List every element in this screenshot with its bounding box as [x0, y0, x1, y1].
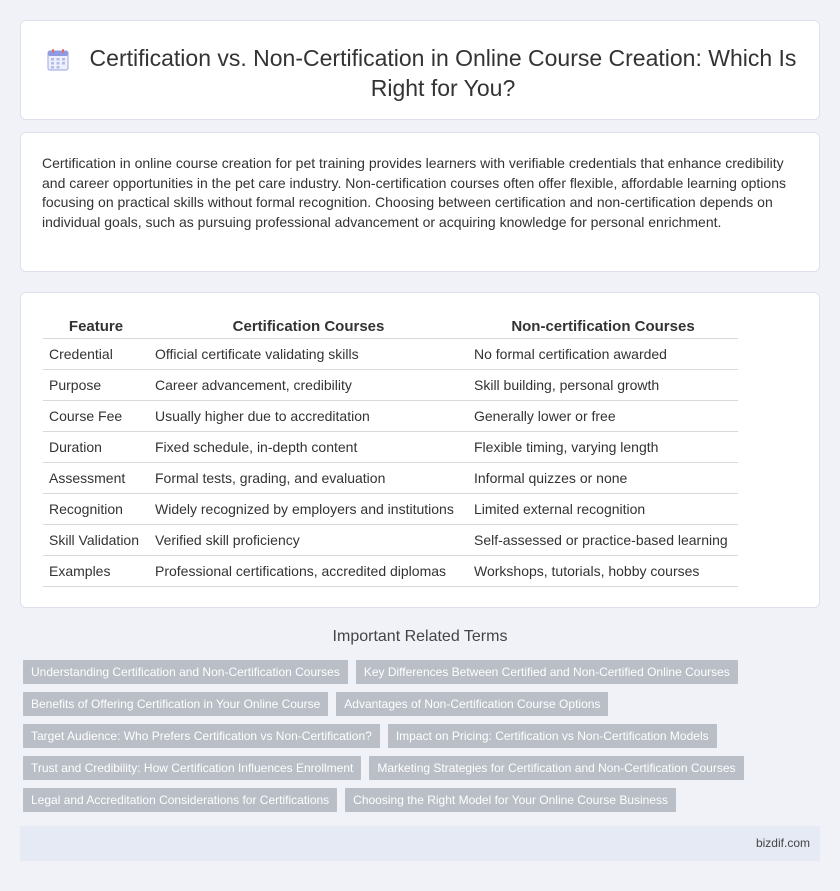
footer: [20, 826, 820, 861]
cell-non-certification: Skill building, personal growth: [468, 370, 738, 401]
cell-non-certification: Generally lower or free: [468, 401, 738, 432]
calendar-icon: [47, 48, 69, 72]
table-row: [43, 432, 738, 463]
related-term-tag[interactable]: Key Differences Between Certified and Non-Certified Online Courses: [356, 660, 738, 684]
page-title: Certification vs. Non-Certification in Online Course Creation: Which Is Right for You?: [89, 45, 797, 101]
table-row: [43, 556, 738, 587]
related-terms-list: [23, 660, 783, 812]
related-term-tag[interactable]: Choosing the Right Model for Your Online Course Business: [345, 788, 676, 812]
cell-certification: Formal tests, grading, and evaluation: [149, 463, 468, 494]
related-term-tag[interactable]: Marketing Strategies for Certification and Non-Certification Courses: [369, 756, 743, 780]
table-row: [43, 370, 738, 401]
cell-certification: Usually higher due to accreditation: [149, 401, 468, 432]
header-card: [20, 20, 820, 120]
related-term-tag[interactable]: Understanding Certification and Non-Certification Courses: [23, 660, 348, 684]
cell-certification: Official certificate validating skills: [149, 339, 468, 370]
cell-certification: Verified skill proficiency: [149, 525, 468, 556]
table-row: [43, 401, 738, 432]
cell-non-certification: No formal certification awarded: [468, 339, 738, 370]
table-header-row: [43, 313, 738, 339]
cell-certification: Widely recognized by employers and institutions: [149, 494, 468, 525]
table-row: [43, 339, 738, 370]
table-body: [43, 339, 738, 587]
cell-feature: Examples: [43, 556, 149, 587]
related-term-tag[interactable]: Trust and Credibility: How Certification Influences Enrollment: [23, 756, 361, 780]
cell-feature: Recognition: [43, 494, 149, 525]
intro-card: [20, 132, 820, 272]
cell-non-certification: Informal quizzes or none: [468, 463, 738, 494]
cell-feature: Duration: [43, 432, 149, 463]
cell-feature: Purpose: [43, 370, 149, 401]
related-term-tag[interactable]: Target Audience: Who Prefers Certification vs Non-Certification?: [23, 724, 380, 748]
cell-feature: Assessment: [43, 463, 149, 494]
table-row: [43, 463, 738, 494]
related-terms-title: Important Related Terms: [332, 628, 508, 645]
related-term-tag[interactable]: Benefits of Offering Certification in Your Online Course: [23, 692, 328, 716]
related-term-tag[interactable]: Impact on Pricing: Certification vs Non-Certification Models: [388, 724, 717, 748]
cell-non-certification: Limited external recognition: [468, 494, 738, 525]
column-header-non-certification: Non-certification Courses: [468, 313, 738, 339]
cell-feature: Skill Validation: [43, 525, 149, 556]
cell-certification: Career advancement, credibility: [149, 370, 468, 401]
cell-feature: Course Fee: [43, 401, 149, 432]
cell-non-certification: Workshops, tutorials, hobby courses: [468, 556, 738, 587]
column-header-feature: Feature: [43, 313, 149, 339]
related-term-tag[interactable]: Legal and Accreditation Considerations for Certifications: [23, 788, 337, 812]
cell-non-certification: Flexible timing, varying length: [468, 432, 738, 463]
column-header-certification: Certification Courses: [149, 313, 468, 339]
intro-paragraph: Certification in online course creation for pet training provides learners with verifiable credentials that enhance credibility and career opportunities in the pet care industry. Non-certification courses often offer flexible, affordable learning options focusing on practical skills without formal recognition. Choosing between certification and non-certification depends on individual goals, such as pursuing professional advancement or acquiring knowledge for personal enrichment.: [42, 155, 786, 230]
cell-certification: Professional certifications, accredited diplomas: [149, 556, 468, 587]
comparison-table: [43, 313, 738, 587]
cell-feature: Credential: [43, 339, 149, 370]
footer-site[interactable]: bizdif.com: [755, 836, 810, 850]
comparison-card: [20, 292, 820, 608]
table-row: [43, 494, 738, 525]
cell-non-certification: Self-assessed or practice-based learning: [468, 525, 738, 556]
cell-certification: Fixed schedule, in-depth content: [149, 432, 468, 463]
related-term-tag[interactable]: Advantages of Non-Certification Course Options: [336, 692, 608, 716]
table-row: [43, 525, 738, 556]
